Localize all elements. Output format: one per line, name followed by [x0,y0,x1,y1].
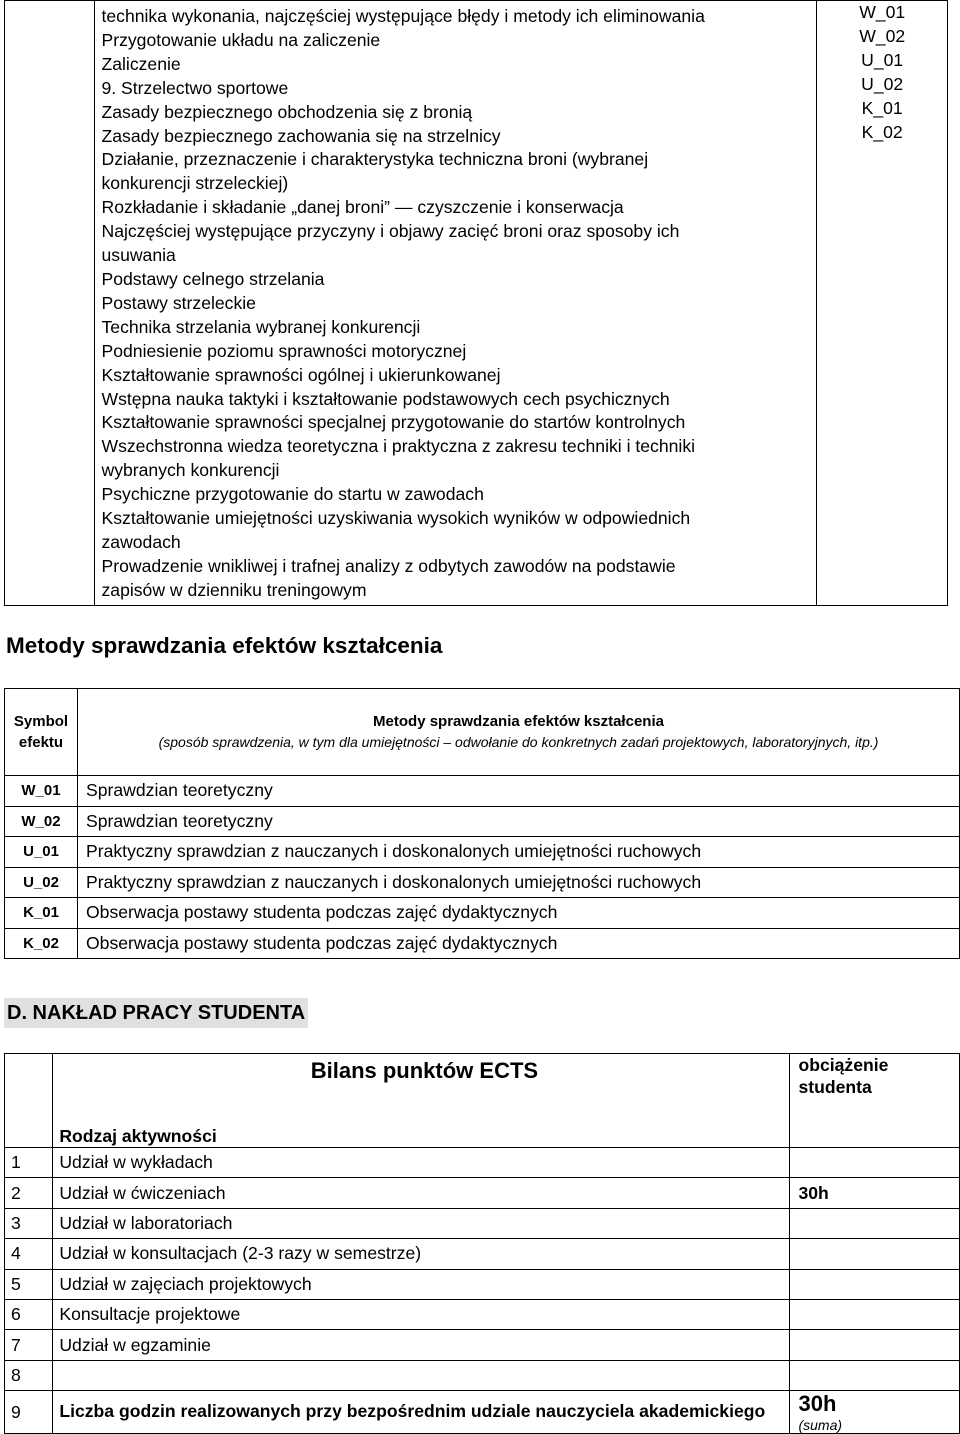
methods-heading: Metody sprawdzania efektów kształcenia [6,633,443,658]
effect-symbol: W_01 [5,776,78,807]
workload-header-cell [53,1054,790,1148]
content-line: zapisów w dzienniku treningowym [101,579,367,600]
methods-header-subtitle: (sposób sprawdzenia, w tym dla umiejętności – odwołanie do konkretnych zadań projektowych, laboratoryjnych, itp.) [158,734,879,750]
verification-method: Obserwacja postawy studenta podczas zajęć dydaktycznych [78,928,960,959]
effect-code: U_02 [861,73,904,94]
content-line: Psychiczne przygotowanie do startu w zawodach [101,484,484,505]
program-content-row [5,1,948,606]
content-line: wybranych konkurencji [101,460,280,481]
effect-symbol: W_02 [5,806,78,837]
total-load-cell [790,1391,960,1434]
activity-name: Udział w konsultacjach (2-3 razy w semestrze) [53,1239,790,1269]
content-line: zawodach [101,531,181,552]
student-load [790,1148,960,1178]
section-d-title: D. NAKŁAD PRACY STUDENTA [4,998,308,1028]
symbol-header [5,689,78,776]
student-load: 30h [790,1178,960,1208]
content-line: konkurencji strzeleckiej) [101,173,289,194]
activity-name: Udział w zajęciach projektowych [53,1269,790,1299]
effect-codes-cell [817,1,948,606]
content-cell [95,1,817,606]
symbol-header-line: efektu [18,734,64,751]
content-line: Wszechstronna wiedza teoretyczna i praktyczna z zakresu techniki i techniki [101,436,696,457]
methods-table [4,688,960,959]
content-line: technika wykonania, najczęściej występujące błędy i metody ich eliminowania [101,6,705,26]
content-line: Zaliczenie [101,53,181,74]
content-line: Podniesienie poziomu sprawności motorycznej [101,340,467,361]
activity-name: Udział w egzaminie [53,1330,790,1360]
row-number: 3 [5,1208,53,1238]
empty-cell [5,1054,53,1148]
activity-name: Udział w wykładach [53,1148,790,1178]
sum-label: (suma) [798,1417,843,1434]
table-row [5,1239,960,1269]
content-line: Najczęściej występujące przyczyny i objawy zacięć broni oraz sposoby ich [101,221,680,242]
table-row [5,837,960,868]
table-row [5,867,960,898]
activity-name [53,1360,790,1390]
table-row [5,1299,960,1329]
content-line: Postawy strzeleckie [101,292,256,313]
methods-description-header [78,689,960,776]
activity-name: Udział w laboratoriach [53,1208,790,1238]
content-line: Przygotowanie układu na zaliczenie [101,29,381,50]
student-load [790,1269,960,1299]
table-row [5,1178,960,1208]
load-header-line: obciążenie [798,1055,889,1075]
row-number: 8 [5,1360,53,1390]
workload-header-row [5,1054,960,1148]
effect-symbol: K_02 [5,928,78,959]
content-line: 9. Strzelectwo sportowe [101,77,289,98]
table-row [5,1148,960,1178]
table-row [5,1330,960,1360]
effect-symbol: K_01 [5,898,78,929]
methods-header-row [5,689,960,776]
row-number: 7 [5,1330,53,1360]
effect-code: K_02 [861,121,903,142]
load-header [790,1054,960,1148]
content-line: Kształtowanie umiejętności uzyskiwania wysokich wyników w odpowiednich [101,508,691,529]
table-row [5,776,960,807]
content-line: Zasady bezpiecznego zachowania się na strzelnicy [101,125,501,146]
row-number: 9 [5,1391,53,1434]
effect-code: K_01 [861,97,903,118]
content-line: Wstępna nauka taktyki i kształtowanie podstawowych cech psychicznych [101,388,670,409]
row-number: 2 [5,1178,53,1208]
student-load [790,1360,960,1390]
ects-workload-table [4,1053,960,1434]
content-line: Rozkładanie i składanie „danej broni” — czyszczenie i konserwacja [101,197,624,218]
effect-code: W_02 [859,25,906,46]
effect-code: U_01 [861,49,904,70]
total-activity-name: Liczba godzin realizowanych przy bezpośrednim udziale nauczyciela akademickiego [53,1391,790,1434]
row-number: 6 [5,1299,53,1329]
table-row [5,1269,960,1299]
content-line: Technika strzelania wybranej konkurencji [101,316,421,337]
table-row [5,806,960,837]
verification-method: Praktyczny sprawdzian z nauczanych i doskonalonych umiejętności ruchowych [78,867,960,898]
student-load [790,1239,960,1269]
effect-symbol: U_01 [5,837,78,868]
content-line: Działanie, przeznaczenie i charakterystyka techniczna broni (wybranej [101,149,649,170]
content-line: Kształtowanie sprawności specjalnej przygotowanie do startów kontrolnych [101,412,686,433]
ects-title: Bilans punktów ECTS [310,1058,539,1083]
empty-cell [5,1,95,606]
symbol-header-line: Symbol [13,713,69,730]
table-row [5,1208,960,1238]
row-number: 1 [5,1148,53,1178]
content-line: usuwania [101,245,176,266]
load-header-line: studenta [798,1077,872,1097]
methods-header-title: Metody sprawdzania efektów kształcenia [373,713,664,730]
effect-code: W_01 [859,2,906,22]
total-row [5,1391,960,1434]
verification-method: Sprawdzian teoretyczny [78,776,960,807]
activity-name: Konsultacje projektowe [53,1299,790,1329]
program-content-table [4,0,948,606]
activity-name: Udział w ćwiczeniach [53,1178,790,1208]
student-load [790,1208,960,1238]
table-row [5,898,960,929]
content-line: Zasady bezpiecznego obchodzenia się z bronią [101,101,473,122]
content-line: Kształtowanie sprawności ogólnej i ukierunkowanej [101,364,501,385]
verification-method: Praktyczny sprawdzian z nauczanych i doskonalonych umiejętności ruchowych [78,837,960,868]
content-line: Podstawy celnego strzelania [101,268,325,289]
effect-symbol: U_02 [5,867,78,898]
verification-method: Sprawdzian teoretyczny [78,806,960,837]
row-number: 5 [5,1269,53,1299]
student-load [790,1299,960,1329]
activity-header: Rodzaj aktywności [59,1126,217,1146]
verification-method: Obserwacja postawy studenta podczas zajęć dydaktycznych [78,898,960,929]
row-number: 4 [5,1239,53,1269]
student-load [790,1330,960,1360]
total-load: 30h [798,1391,837,1417]
table-row [5,1360,960,1390]
table-row [5,928,960,959]
content-line: Prowadzenie wnikliwej i trafnej analizy z odbytych zawodów na podstawie [101,555,676,576]
